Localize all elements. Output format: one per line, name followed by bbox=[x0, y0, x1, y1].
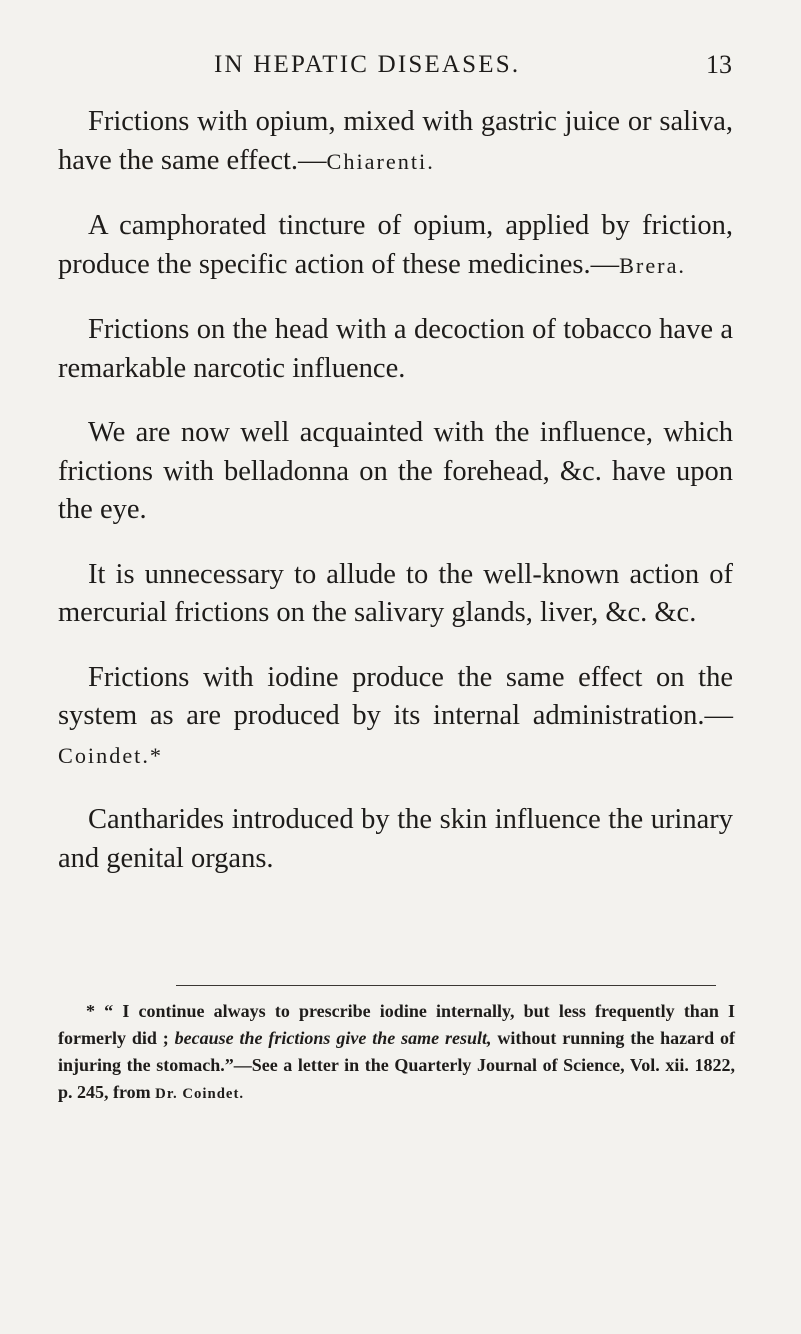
paragraph-1 bbox=[58, 103, 733, 181]
footnote-rule bbox=[176, 985, 716, 986]
paragraph-text: Frictions with iodine produce the same effect on the system as are produced by its internal administration.— bbox=[58, 661, 733, 731]
attribution: Chiarenti. bbox=[326, 148, 435, 174]
paragraph-5 bbox=[58, 556, 733, 633]
paragraph-text: A camphorated tincture of opium, applied by friction, produce the specific action of these medicines.— bbox=[58, 210, 733, 280]
paragraph-text: Cantharides introduced by the skin influence the urinary and genital organs. bbox=[58, 804, 733, 874]
footnote-text-continued: without running the hazard of injuring the stomach.”—See a letter in the Quarterly Journal of Science, Vol. xii. 1822, p. 245, from bbox=[58, 1028, 735, 1102]
paragraph-text: It is unnecessary to allude to the well-known action of mercurial frictions on the salivary glands, liver, &c. &c. bbox=[58, 558, 733, 628]
paragraph-text: Frictions with opium, mixed with gastric juice or saliva, have the same effect.— bbox=[58, 106, 733, 176]
attribution: Coindet.* bbox=[58, 742, 164, 768]
paragraph-3 bbox=[58, 311, 733, 388]
paragraph-text: We are now well acquainted with the influence, which frictions with belladonna on the forehead, &c. have upon the eye. bbox=[58, 417, 733, 525]
footnote-italic: because the frictions give the same result, bbox=[174, 1028, 492, 1048]
running-title: IN HEPATIC DISEASES. bbox=[214, 51, 521, 78]
paragraph-6 bbox=[58, 659, 733, 776]
running-head bbox=[0, 50, 801, 90]
footnote-text: * “ I continue always to prescribe iodine internally, but less frequently than I formerly did ; bbox=[58, 1001, 735, 1048]
attribution: Brera. bbox=[619, 252, 686, 278]
paragraph-7 bbox=[58, 801, 733, 878]
footnote-author: Dr. Coindet. bbox=[155, 1086, 245, 1102]
body-text bbox=[58, 103, 733, 904]
paragraph-2 bbox=[58, 207, 733, 285]
footnote bbox=[58, 998, 735, 1108]
paragraph-4 bbox=[58, 414, 733, 530]
paragraph-text: Frictions on the head with a decoction of tobacco have a remarkable narcotic influence. bbox=[58, 314, 733, 384]
page-number: 13 bbox=[706, 50, 732, 79]
